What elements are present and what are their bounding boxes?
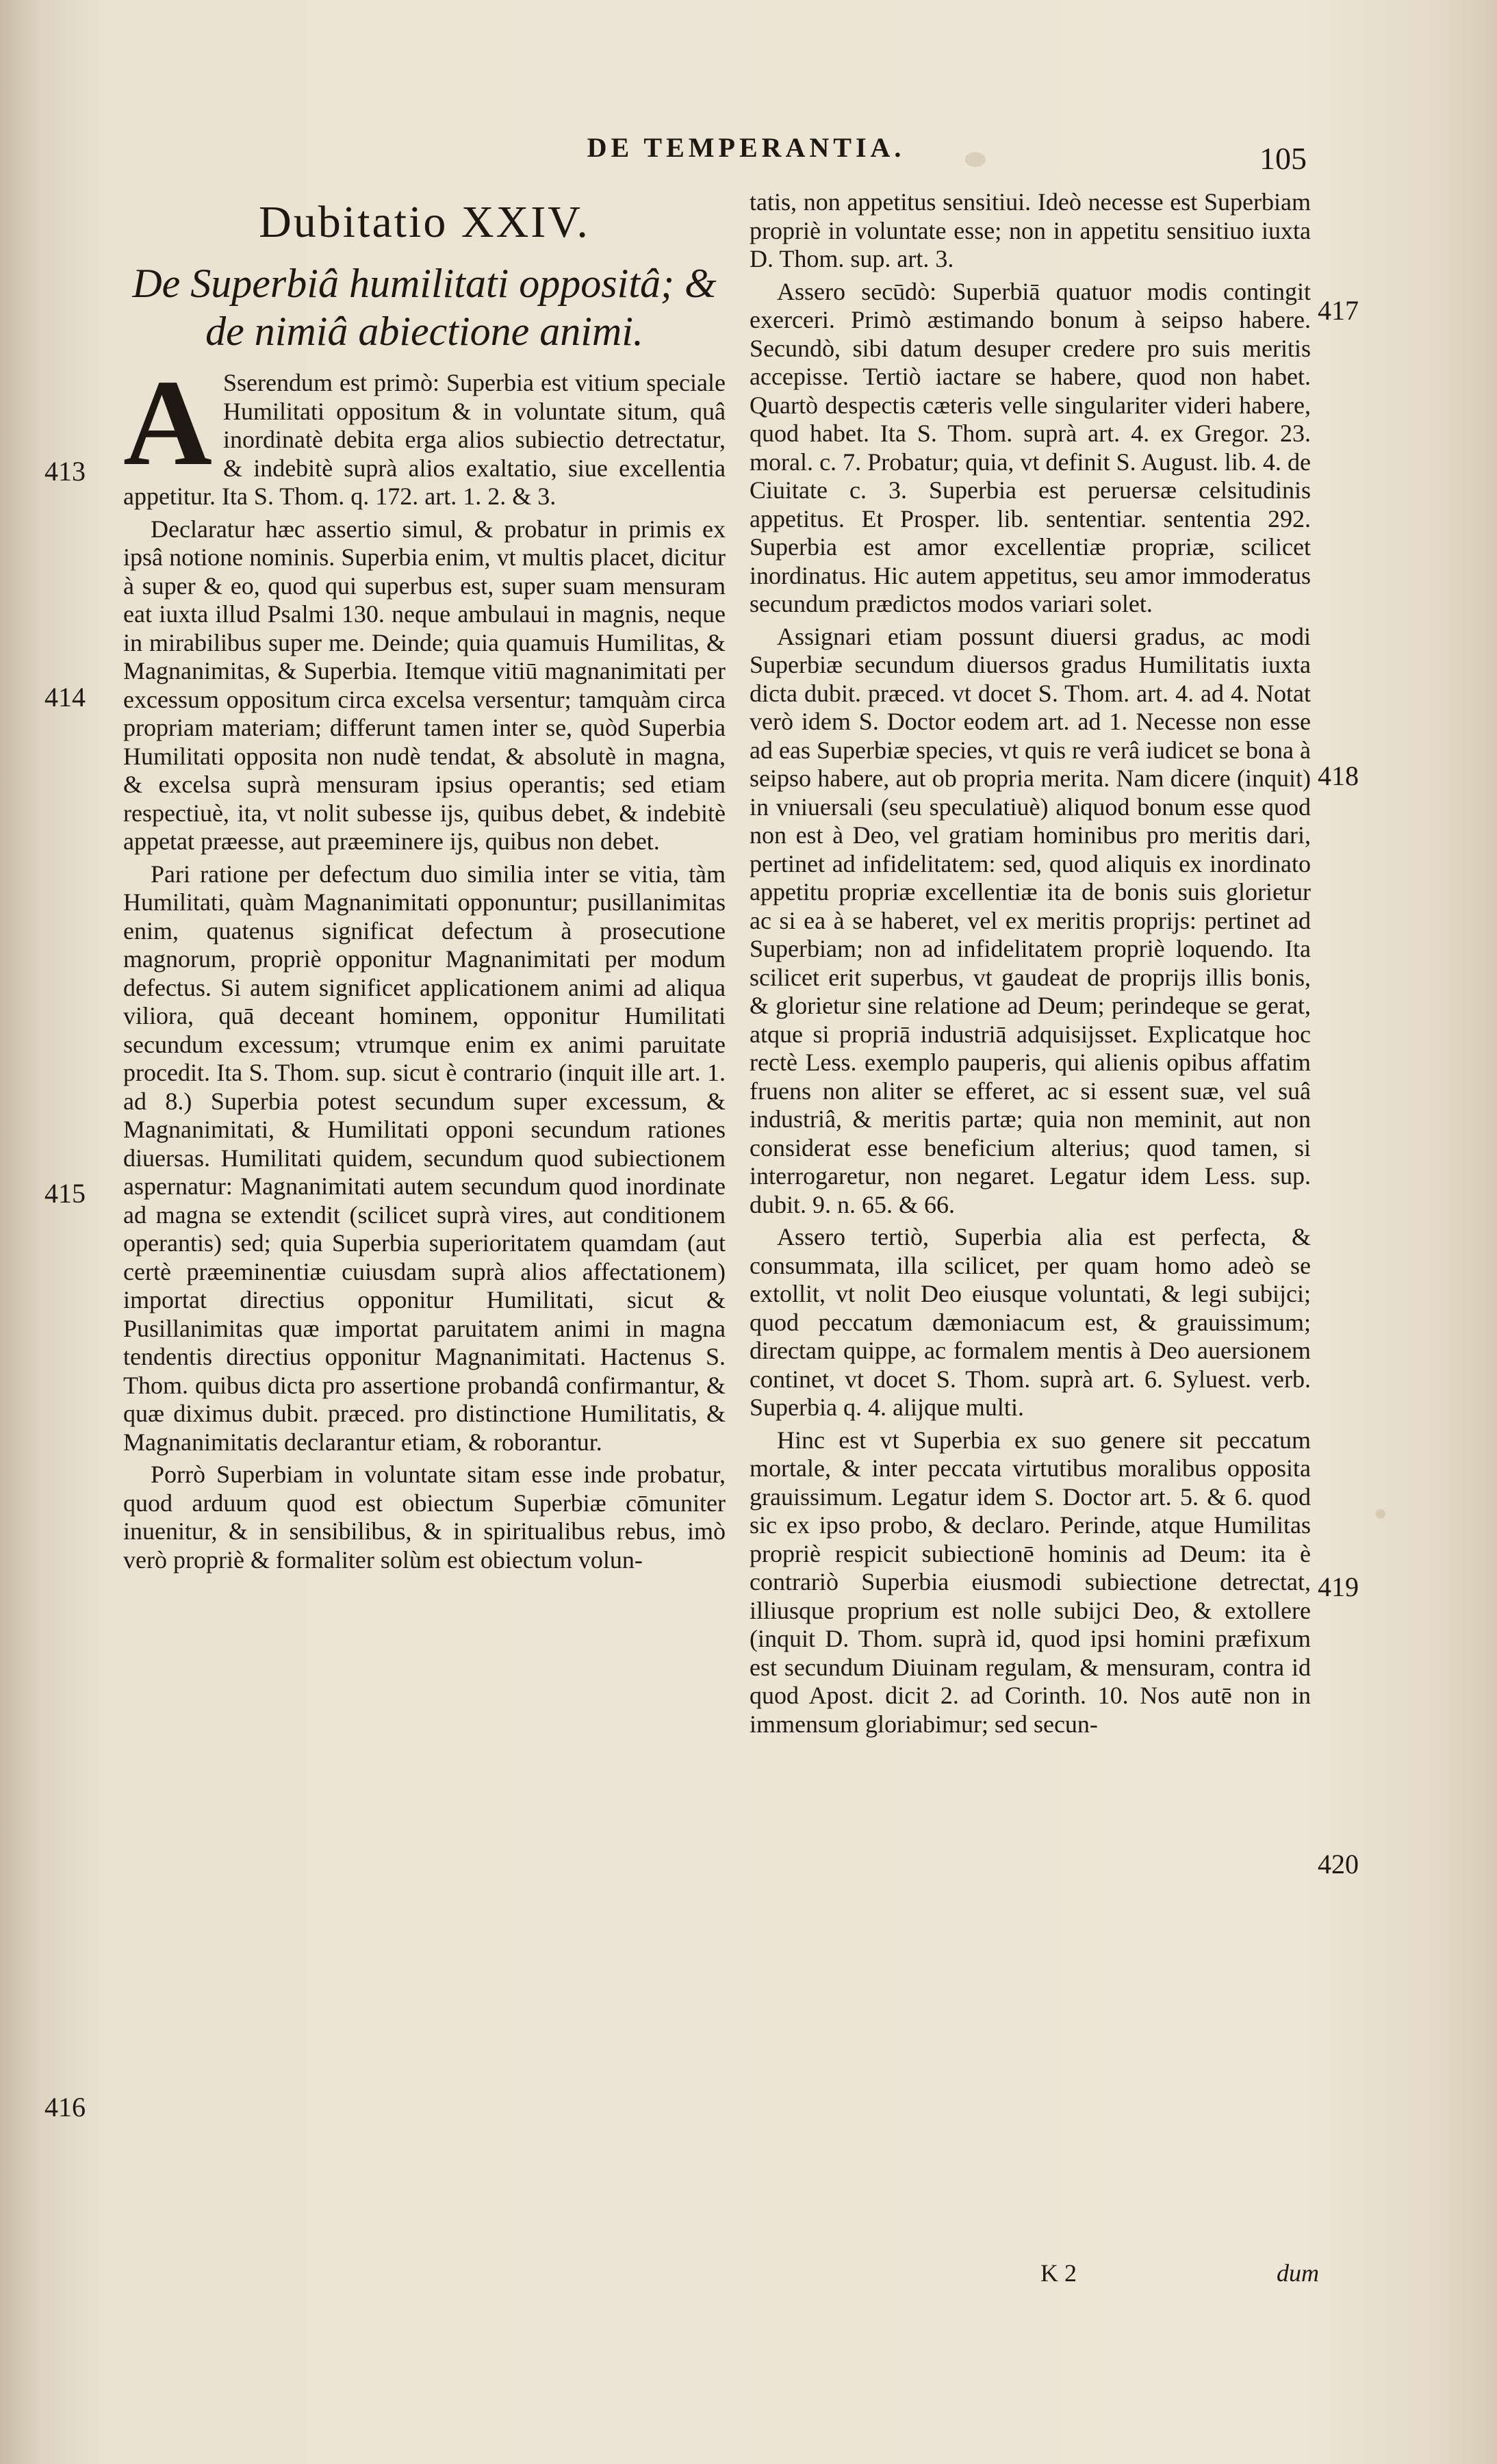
margin-number: 418	[1318, 760, 1359, 791]
dubitatio-subtitle: De Superbiâ humilitati oppositâ; & de nimiâ abiectione animi.	[132, 261, 717, 354]
paragraph: Assero tertiò, Superbia alia est perfecta, & consummata, illa scilicet, per quam homo adeò se extollit, vt nolit Deo eiusque voluntati, & legi subijci; quod peccatum dæmoniacum est, & grauissimum; directam quippe, ac formalem mentis à Deo auersionem continet, vt docet S. Thom. suprà art. 6. Syluest. verb. Superbia q. 4. alijque multi.	[750, 1223, 1311, 1421]
paragraph: Assignari etiam possunt diuersi gradus, ac modi Superbiæ secundum diuersos gradus Humilitatis iuxta dicta dubit. præced. vt docet S. Thom. art. 4. ad 4. Notat verò idem S. Doctor eodem art. ad 1. Necesse non esse ad eas Superbiæ species, vt quis re verâ iudicet se bona à seipso habere, aut ob propria merita. Nam dicere (inquit) in vniuersali (seu speculatiuè) aliquod bonum esse quod non est à Deo, vel gratiam hominibus pro meritis dari, pertinet ad infidelitatem: sed, quod aliquis ex inordinato appetitu propriæ excellentiæ ita de bonis suis glorietur ac si ea à se haberet, vel ex meritis proprijs: pertinet ad Superbiam; non ad infidelitatem propriè loquendo. Ita scilicet erit superbus, vt gaudeat de proprijs illis bonis, & glorietur sine relatione ad Deum; perindeque se gerat, atque si propriā industriā adquisijsset. Explicatque hoc rectè Less. exemplo pauperis, qui alienis opibus affatim fruens non aliter se efferet, ac si essent suæ, vel suâ industriâ, & meritis partæ; quia non meminit, aut non considerat esse beneficium alterius; quod tamen, si interrogaretur, non negaret. Legatur idem Less. sup. dubit. 9. n. 65. & 66.	[750, 622, 1311, 1218]
signature-mark: K 2	[1040, 2259, 1077, 2287]
paragraph: tatis, non appetitus sensitiui. Ideò necesse est Superbiam propriè in voluntate esse; non in appetitu sensitiuo iuxta D. Thom. sup. art. 3.	[750, 188, 1311, 272]
margin-number: 413	[44, 456, 86, 487]
drop-cap: A	[123, 355, 212, 491]
paper-stain	[1376, 1509, 1385, 1519]
paragraph: Hinc est vt Superbia ex suo genere sit peccatum mortale, & inter peccata virtutibus moralibus opposita grauissimum. Legatur idem S. Doctor art. 5. & 6. quod sic ex ipso probo, & declaro. Perinde, atque Humilitas propriè respicit subiectionē hominis ad Deum: ita è contrariò Superbia eiusmodi subiectione detrectat, illiusque proprium est nolle subijci Deo, & extollere (inquit D. Thom. suprà id, quod ipsi homini præfixum est secundum Diuinam regulam, & mensuram, contra id quod Apost. dicit 2. ad Corinth. 10. Nos autē non in immensum gloriabimur; sed secun-	[750, 1426, 1311, 1738]
margin-number: 420	[1318, 1849, 1359, 1879]
paragraph: Pari ratione per defectum duo similia inter se vitia, tàm Humilitati, quàm Magnanimitati opponuntur; pusillanimitas enim, quatenus significat defectum à prosecutione magnorum, propriè opponitur Magnanimitati per modum defectus. Si autem significet applicationem animi ad aliqua viliora, quā deceant hominem, opponitur Humilitati secundum excessum; vtrumque enim ex animi paruitate procedit. Ita S. Thom. sup. sicut è contrario (inquit ille art. 1. ad 8.) Superbia potest secundum super excessum, & Magnanimitati, & Humilitati opponi secundum rationes diuersas. Humilitati quidem, secundum quod subiectionem aspernatur: Magnanimitati autem secundum quod inordinate ad magna se extendit (scilicet suprà vires, aut conditionem operantis) sed; quia Superbia superioritatem quamdam (aut certè præeminentiæ cuiusdam suprà alios affectationem) importat directius opponitur Humilitati, sicut & Pusillanimitas quæ importat paruitatem animi in magna tendentis directius opponitur Magnanimitati. Hactenus S. Thom. quibus dicta pro assertione probandâ confirmantur, & quæ diximus dubit. præced. pro distinctione Humilitatis, & Magnanimitatis declarantur etiam, & roborantur.	[123, 860, 726, 1456]
paragraph: Porrò Superbiam in voluntate sitam esse inde probatur, quod arduum quod est obiectum Superbiæ cōmuniter inuenitur, & in sensibilibus, & in spiritualibus rebus, imò verò propriè & formaliter solùm est obiectum volun-	[123, 1461, 726, 1574]
dubitatio-title: Dubitatio XXIV.	[259, 197, 590, 247]
margin-number: 414	[44, 682, 86, 713]
paragraph	[123, 355, 726, 511]
margin-number: 417	[1318, 295, 1359, 326]
right-column	[750, 188, 1311, 1743]
page-number: 105	[1259, 141, 1307, 176]
catchword: dum	[1277, 2259, 1319, 2287]
running-head: DE TEMPERANTIA.	[587, 132, 906, 163]
paragraph: Declaratur hæc assertio simul, & probatur in primis ex ipsâ notione nominis. Superbia enim, vt multis placet, dicitur à super & eo, quod qui superbus est, super suam mensuram eat iuxta illud Psalmi 130. neque ambulaui in magnis, neque in mirabilibus super me. Deinde; quia quamuis Humilitas, & Magnanimitas, & Superbia. Itemque vitiū magnanimitati per excessum oppositum circa excelsa versentur; tamquàm circa propriam materiam; differunt tamen inter se, quòd Superbia Humilitati opposita non nudè tendat, & absolutè in magna, & excelsa suprà mensuram ipsius operantis; sed etiam respectiuè, ita, vt nolit subesse ijs, quibus debet, & indebitè appetat præesse, aut præeminere ijs, quibus non debet.	[123, 515, 726, 855]
paragraph: Assero secūdò: Superbiā quatuor modis contingit exerceri. Primò æstimando bonum à seipso habere. Secundò, sibi datum desuper credere pro suis meritis accepisse. Tertiò iactare se habere, quod non habet. Quartò despectis cæteris velle singulariter videri habere, quod habet. Ita S. Thom. suprà art. 4. ex Gregor. 23. moral. c. 7. Probatur; quia, vt definit S. August. lib. 4. de Ciuitate c. 3. Superbia est peruersæ celsitudinis appetitus. Et Prosper. lib. sententiar. sententia 292. Superbia est amor excellentiæ propriæ, scilicet inordinatus. Hic autem appetitus, seu amor immoderatus secundum prædictos modos variari solet.	[750, 277, 1311, 617]
margin-number: 419	[1318, 1571, 1359, 1602]
left-column	[123, 188, 726, 1578]
paragraph-text: Sserendum est primò: Superbia est vitium speciale Humilitati oppositum & in voluntate situm, quâ inordinatè debita erga alios subiectio detrectatur, & indebitè suprà alios exaltatio, siue excellentia appetitur. Ita S. Thom. q. 172. art. 1. 2. & 3.	[123, 369, 726, 510]
margin-number: 416	[44, 2092, 86, 2122]
paper-stain	[965, 152, 986, 167]
margin-number: 415	[44, 1178, 86, 1209]
